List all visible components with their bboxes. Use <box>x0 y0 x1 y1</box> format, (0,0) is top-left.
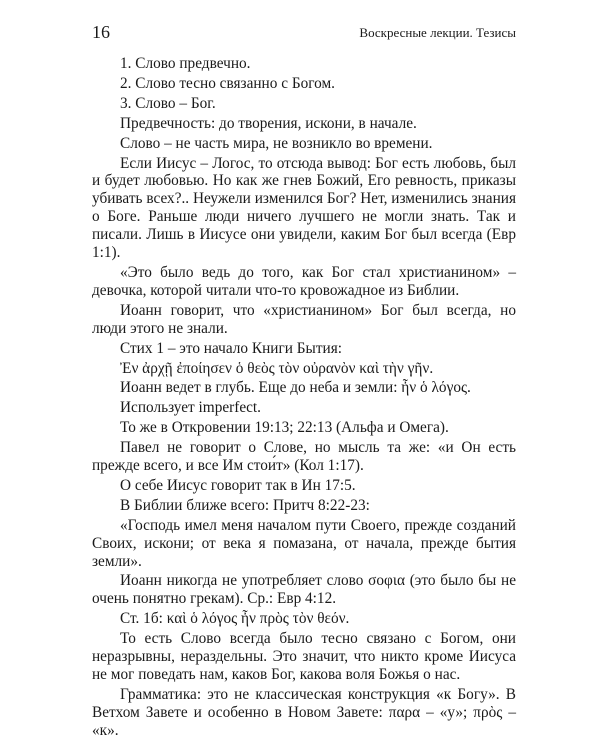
paragraph-proverbs-ref: В Библии ближе всего: Притч 8:22-23: <box>120 496 370 514</box>
paragraph-preexistence: Предвечность: до творения, искони, в начале. <box>120 114 417 132</box>
paragraph-girl-quote: «Это было ведь до того, как Бог стал христианином» – девочка, которой читали что-то кровожадное из Библии. <box>92 263 516 299</box>
paragraph-proverbs-quote: «Господь имел меня началом пути Своего, прежде созданий Своих, искони; от века я помазана, от начала, прежде бытия земли». <box>92 516 516 570</box>
paragraph-imperfect: Использует imperfect. <box>120 399 261 417</box>
paragraph-revelation: То же в Откровении 19:13; 22:13 (Альфа и Омега). <box>120 419 449 437</box>
paragraph-jesus-john-17: О себе Иисус говорит так в Ин 17:5. <box>120 476 356 494</box>
paragraph-john-says: Иоанн говорит, что «христианином» Бог был всегда, но люди этого не знали. <box>92 301 516 337</box>
paragraph-inseparable: То есть Слово всегда было тесно связано с Богом, они неразрывны, нераздельны. Это значит, что никто кроме Иисуса не мог поведать нам, каков Бог, какова воля Божья о нас. <box>92 630 516 683</box>
paragraph-verse-1: Стих 1 – это начало Книги Бытия: <box>120 339 342 357</box>
page-header <box>0 22 600 42</box>
body-text <box>92 55 516 742</box>
page-number: 16 <box>92 22 110 42</box>
list-item-2: 2. Слово тесно связанно с Богом. <box>120 74 336 92</box>
list-item-1: 1. Слово предвечно. <box>120 55 251 72</box>
paragraph-god-is-love: Если Иисус – Логос, то отсюда вывод: Бог есть любовь, был и будет любовью. Но как же гнев Божий, Его ревность, приказы убивать всех?.. Неужели изменился Бог? Нет, изменились знания о Боге. Раньше люди ничего лучшего не могли знать. Так и писали. Лишь в Иисусе они увидели, каким Бог был всегда (Евр 1:1). <box>92 154 516 262</box>
paragraph-sophia: Иоанн никогда не употребляет слово σοφια (это было бы не очень понятно грекам). Ср.: Евр 4:12. <box>92 572 516 608</box>
paragraph-grammar: Грамматика: это не классическая конструкция «к Богу». В Ветхом Завете и особенно в Новом Завете: παρα – «у»; πρὸς – «к». <box>92 685 516 739</box>
greek-genesis-quote: Ἐν ἀρχῇ ἐποίησεν ὁ θεὸς τὸν οὐρανὸν καὶ τὴν γῆν. <box>120 359 434 377</box>
paragraph-word-not-world: Слово – не часть мира, не возникло во времени. <box>120 134 433 152</box>
paragraph-paul: Павел не говорит о Слове, но мысль та же: «и Он есть прежде всего, и все Им стои́т» (Кол 1:17). <box>92 439 516 475</box>
running-title: Воскресные лекции. Тезисы <box>359 25 516 40</box>
paragraph-john-depth: Иоанн ведет в глубь. Еще до неба и земли: ἦν ὁ λόγος. <box>120 379 471 397</box>
list-item-3: 3. Слово – Бог. <box>120 94 216 112</box>
paragraph-verse-1b: Ст. 1б: καὶ ὁ λόγος ἦν πρὸς τὸν θεόν. <box>120 610 350 628</box>
